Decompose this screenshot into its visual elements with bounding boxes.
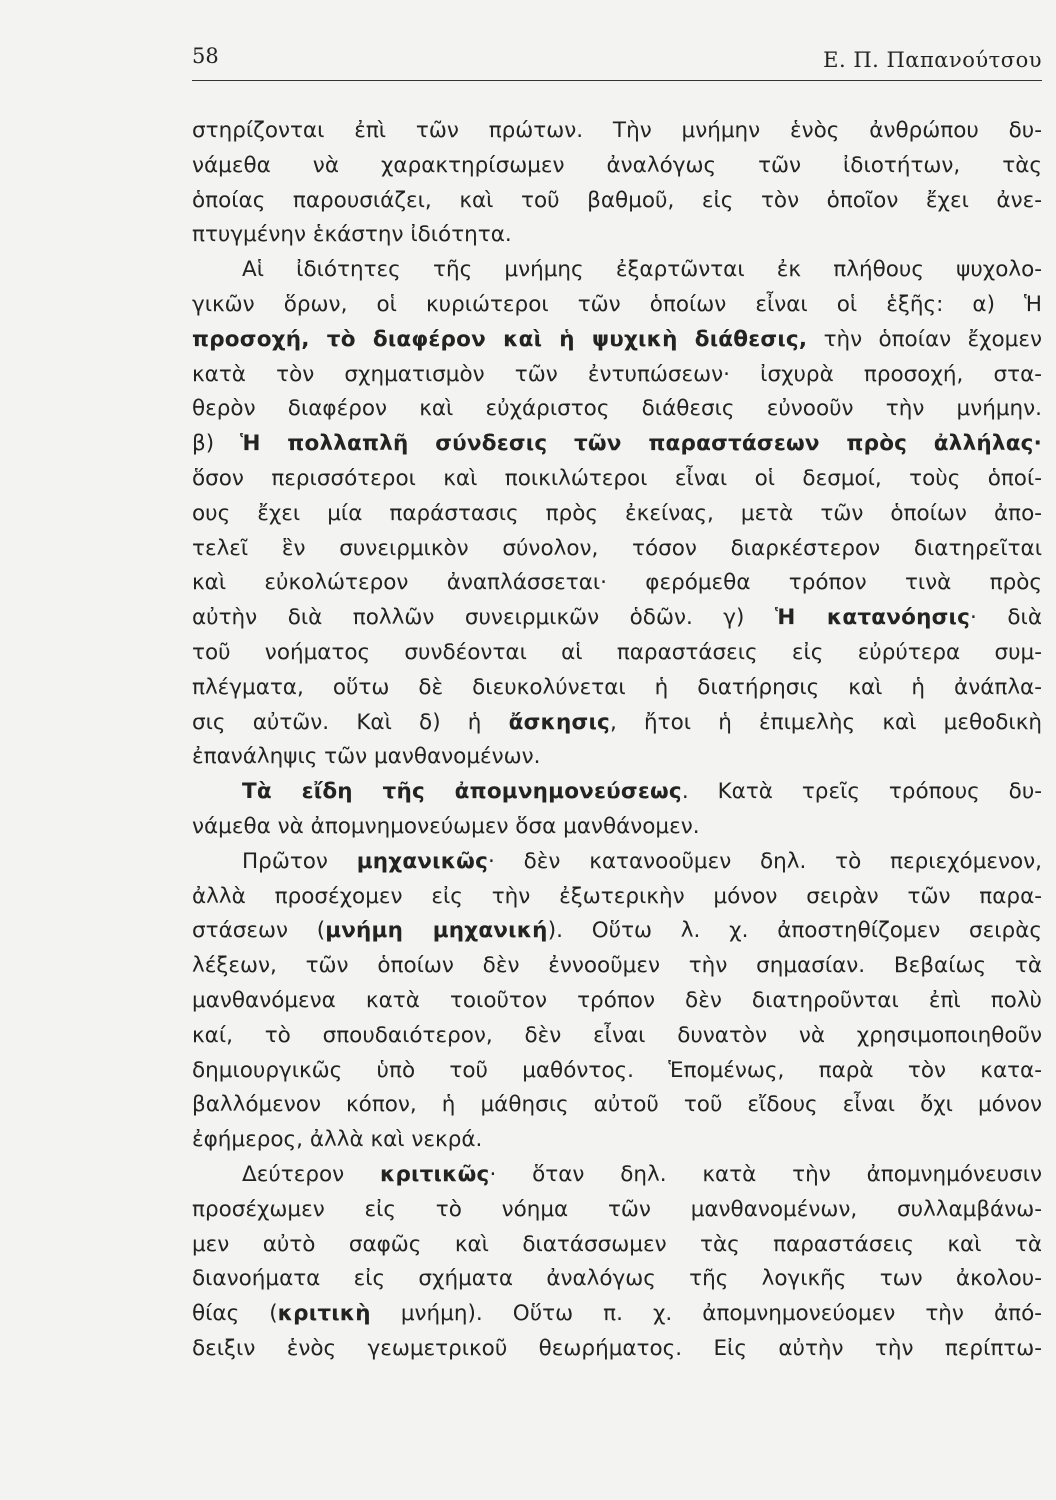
emphasized-term: προσοχή, τὸ διαφέρον καὶ ἡ ψυχικὴ διάθεσις, xyxy=(192,326,808,352)
text-line: νάμεθα νὰ χαρακτηρίσωμεν ἀναλόγως τῶν ἰδιοτήτων, τὰς xyxy=(192,152,1042,178)
emphasized-term: Ἡ κατανόησις xyxy=(774,605,971,631)
text-line: νάμεθα νὰ ἀπομνημονεύωμεν ὅσα μανθάνομεν. xyxy=(192,813,700,839)
text-line: ἐπανάληψις τῶν μανθανομένων. xyxy=(192,744,541,770)
running-head: Ε. Π. Παπανούτσου xyxy=(823,48,1042,72)
text-line: πλέγματα, οὕτω δὲ διευκολύνεται ἡ διατήρησις καὶ ἡ ἀνάπλα- xyxy=(192,674,1042,700)
text-line: αὐτὴν διὰ πολλῶν συνειρμικῶν ὁδῶν. γ) Ἡ κατανόησις· διὰ xyxy=(192,605,1042,631)
page-header xyxy=(192,40,1042,80)
text-line: ους ἔχει μία παράστασις πρὸς ἐκείνας, μετὰ τῶν ὁποίων ἀπο- xyxy=(192,500,1042,526)
text-line: Πρῶτον μηχανικῶς· δὲν κατανοοῦμεν δηλ. τὸ περιεχόμενον, xyxy=(242,848,1042,874)
text-line: Αἱ ἰδιότητες τῆς μνήμης ἐξαρτῶνται ἐκ πλήθους ψυχολο- xyxy=(242,257,1042,283)
text-line: προσοχή, τὸ διαφέρον καὶ ἡ ψυχικὴ διάθεσις, τὴν ὁποίαν ἔχομεν xyxy=(192,326,1042,352)
section-heading: Τὰ εἴδη τῆς ἀπομνημονεύσεως xyxy=(242,779,682,805)
text-line: καί, τὸ σπουδαιότερον, δὲν εἶναι δυνατὸν νὰ χρησιμοποιηθοῦν xyxy=(192,1022,1042,1048)
text-line: ὅσον περισσότεροι καὶ ποικιλώτεροι εἶναι οἱ δεσμοί, τοὺς ὁποί- xyxy=(192,465,1042,491)
text-line: στάσεων (μνήμη μηχανική). Οὕτω λ. χ. ἀποστηθίζομεν σειρὰς xyxy=(192,918,1042,944)
header-rule xyxy=(192,80,1042,81)
text-line: καὶ εὐκολώτερον ἀναπλάσσεται· φερόμεθα τρόπον τινὰ πρὸς xyxy=(192,570,1042,596)
emphasized-term: κριτικῶς xyxy=(379,1161,490,1187)
text-line: μανθανόμενα κατὰ τοιοῦτον τρόπον δὲν διατηροῦνται ἐπὶ πολὺ xyxy=(192,987,1042,1013)
text-line: δειξιν ἑνὸς γεωμετρικοῦ θεωρήματος. Εἰς αὐτὴν τὴν περίπτω- xyxy=(192,1335,1042,1361)
text-line: πτυγμένην ἑκάστην ἰδιότητα. xyxy=(192,222,512,248)
emphasized-term: ἄσκησις xyxy=(508,709,610,735)
text-line: προσέχωμεν εἰς τὸ νόημα τῶν μανθανομένων, συλλαμβάνω- xyxy=(192,1196,1042,1222)
text-line: β) Ἡ πολλαπλῆ σύνδεσις τῶν παραστάσεων πρὸς ἀλλήλας· xyxy=(192,431,1042,457)
page-number: 58 xyxy=(192,44,219,68)
text-line: κατὰ τὸν σχηματισμὸν τῶν ἐντυπώσεων· ἰσχυρὰ προσοχή, στα- xyxy=(192,361,1042,387)
text-line: τοῦ νοήματος συνδέονται αἱ παραστάσεις εἰς εὐρύτερα συμ- xyxy=(192,639,1042,665)
text-line: ἀλλὰ προσέχομεν εἰς τὴν ἐξωτερικὴν μόνον σειρὰν τῶν παρα- xyxy=(192,883,1042,909)
text-line: θίας (κριτικὴ μνήμη). Οὕτω π. χ. ἀπομνημονεύομεν τὴν ἀπό- xyxy=(192,1301,1042,1327)
text-line: τελεῖ ἓν συνειρμικὸν σύνολον, τόσον διαρκέστερον διατηρεῖται xyxy=(192,535,1042,561)
emphasized-term: μνήμη μηχανική xyxy=(325,918,548,944)
text-line: γικῶν ὅρων, οἱ κυριώτεροι τῶν ὁποίων εἶναι οἱ ἑξῆς: α) Ἡ xyxy=(192,291,1042,317)
text-line: μεν αὐτὸ σαφῶς καὶ διατάσσωμεν τὰς παραστάσεις καὶ τὰ xyxy=(192,1231,1042,1257)
emphasized-term: μηχανικῶς xyxy=(356,848,489,874)
text-line: διανοήματα εἰς σχήματα ἀναλόγως τῆς λογικῆς των ἀκολου- xyxy=(192,1266,1042,1292)
emphasized-term: Ἡ πολλαπλῆ σύνδεσις τῶν παραστάσεων πρὸς ἀλλήλας· xyxy=(239,431,1042,457)
text-line: βαλλόμενον κόπον, ἡ μάθησις αὐτοῦ τοῦ εἴδους εἶναι ὄχι μόνον xyxy=(192,1092,1042,1118)
text-line: Τὰ εἴδη τῆς ἀπομνημονεύσεως. Κατὰ τρεῖς τρόπους δυ- xyxy=(242,779,1042,805)
text-line: στηρίζονται ἐπὶ τῶν πρώτων. Τὴν μνήμην ἑνὸς ἀνθρώπου δυ- xyxy=(192,118,1042,143)
text-line: Δεύτερον κριτικῶς· ὅταν δηλ. κατὰ τὴν ἀπομνημόνευσιν xyxy=(242,1161,1042,1187)
text-line: λέξεων, τῶν ὁποίων δὲν ἐννοοῦμεν τὴν σημασίαν. Βεβαίως τὰ xyxy=(192,953,1042,979)
body-text xyxy=(192,114,1042,1367)
text-line: σις αὐτῶν. Καὶ δ) ἡ ἄσκησις, ἤτοι ἡ ἐπιμελὴς καὶ μεθοδικὴ xyxy=(192,709,1042,735)
emphasized-term: κριτικὴ xyxy=(277,1301,371,1327)
text-line: θερὸν διαφέρον καὶ εὐχάριστος διάθεσις εὐνοοῦν τὴν μνήμην. xyxy=(192,396,1042,422)
text-line: δημιουργικῶς ὑπὸ τοῦ μαθόντος. Ἑπομένως, παρὰ τὸν κατα- xyxy=(192,1057,1042,1083)
text-line: ὁποίας παρουσιάζει, καὶ τοῦ βαθμοῦ, εἰς τὸν ὁποῖον ἔχει ἀνε- xyxy=(192,187,1042,213)
text-line: ἐφήμερος, ἀλλὰ καὶ νεκρά. xyxy=(192,1127,483,1153)
